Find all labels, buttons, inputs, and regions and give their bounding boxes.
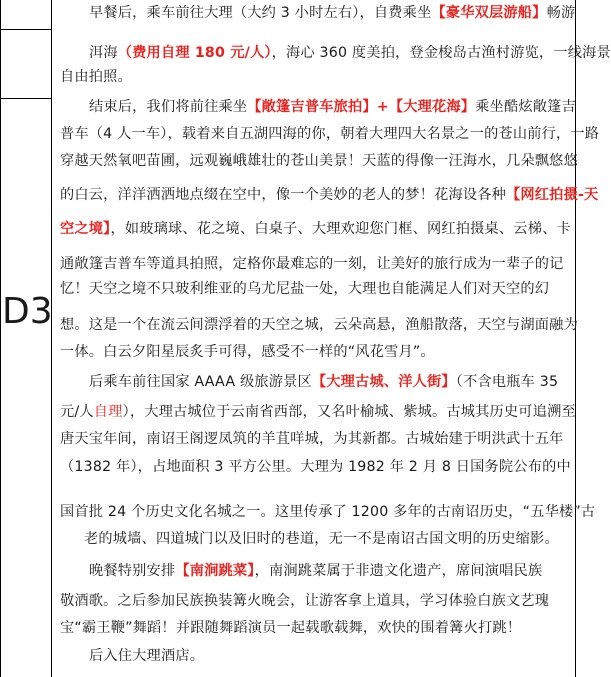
body-text: 唐天宝年间，南诏王阁逻凤筑的羊苴咩城，为其新都。古城始建于明洪武十五年 bbox=[60, 431, 564, 447]
body-text: 穿越天然氧吧苗圃，远观巍峨雄壮的苍山美景！天蓝的得像一汪海水，几朵飘悠悠 bbox=[60, 153, 578, 169]
text-line bbox=[60, 255, 564, 273]
body-text: 通敞篷吉普车等道具拍照，定格你最难忘的一刻，让美好的旅行成为一辈子的记 bbox=[60, 256, 564, 272]
body-text: 自由拍照。 bbox=[60, 69, 132, 85]
highlight-text: 【大理古城、洋人街】 bbox=[311, 374, 456, 390]
body-text: 的白云，洋洋洒洒地点缀在空中，像一个美妙的老人的梦！花海设各种 bbox=[60, 187, 507, 203]
body-text: 想。这是一个在流云间漂浮着的天空之城，云朵高悬，渔船散落，天空与湖面融为 bbox=[60, 317, 578, 333]
body-text: ），大理古城位于云南省西部，又名叶榆城、紫城。古城其历史可追溯至 bbox=[122, 404, 576, 420]
body-text: 乘坐酷炫敞篷吉 bbox=[475, 99, 576, 115]
text-line bbox=[60, 403, 576, 421]
highlight-text: 【南涧跳菜】 bbox=[175, 563, 255, 579]
text-line bbox=[89, 647, 204, 665]
day-label: D3 bbox=[2, 291, 53, 332]
text-line bbox=[60, 619, 521, 637]
row-divider bbox=[0, 98, 52, 99]
highlight-text: 【敞篷吉普车旅拍】+【大理花海】 bbox=[247, 99, 476, 115]
text-line bbox=[89, 562, 542, 580]
text-line bbox=[60, 343, 435, 361]
body-text: 后入住大理酒店。 bbox=[89, 648, 205, 664]
text-line bbox=[60, 430, 564, 448]
body-text: 结束后，我们将前往乘坐 bbox=[89, 99, 248, 115]
text-line bbox=[60, 152, 578, 170]
highlight-text: 【网红拍摄-天 bbox=[506, 187, 599, 203]
text-line bbox=[89, 44, 611, 62]
body-text: （不含电瓶车 35 bbox=[455, 374, 559, 390]
text-line bbox=[60, 592, 549, 610]
highlight-text: 自理 bbox=[93, 404, 123, 420]
highlight-text: 空之境】 bbox=[60, 221, 111, 237]
row-divider bbox=[0, 29, 52, 30]
left-border bbox=[0, 0, 1, 677]
body-text: 老的城墙、四道城门以及旧时的巷道，无一不是南诏古国文明的历史缩影。 bbox=[84, 531, 559, 547]
text-line bbox=[60, 316, 578, 334]
text-line bbox=[60, 125, 599, 143]
text-line bbox=[60, 503, 595, 521]
text-line bbox=[60, 186, 598, 204]
text-line bbox=[60, 68, 132, 86]
body-text: 忆！天空之境不只玻利维亚的乌尤尼盐一处，大理也自能满足人们对天空的幻 bbox=[60, 281, 550, 297]
body-text: 宝“霸王鞭”舞蹈！并跟随舞蹈演员一起载歌载舞，欢快的围着篝火打跳！ bbox=[60, 620, 522, 636]
body-text: 普车（4 人一车），载着来自五湖四海的你，朝着大理四大名景之一的苍山前行，一路 bbox=[60, 126, 600, 142]
body-text: 一体。白云夕阳星辰炙手可得，感受不一样的“风花雪月”。 bbox=[60, 344, 435, 360]
body-text: 国首批 24 个历史文化名城之一。这里传承了 1200 多年的古南诏历史，“五华楼”古 bbox=[60, 504, 596, 520]
body-text: ，如玻璃球、花之境、白桌子、大理欢迎您门框、网红拍摄桌、云梯、卡 bbox=[110, 221, 571, 237]
body-text: 洱海 bbox=[89, 45, 118, 61]
text-line bbox=[84, 530, 559, 548]
text-line bbox=[60, 280, 549, 298]
body-text: 早餐后，乘车前往大理（大约 3 小时左右），自费乘坐 bbox=[89, 5, 432, 21]
body-text: 后乘车前往国家 AAAA 级旅游景区 bbox=[89, 374, 312, 390]
body-text: 晚餐特别安排 bbox=[89, 563, 176, 579]
text-line bbox=[89, 4, 575, 22]
text-line bbox=[60, 220, 571, 238]
body-text: ，海心 360 度美拍，登金梭岛古渔村游览，一线海景 bbox=[271, 45, 611, 61]
text-line bbox=[60, 458, 571, 476]
body-text: 畅游 bbox=[546, 5, 576, 21]
body-text: 元/人 bbox=[60, 404, 94, 420]
body-text: （1382 年），占地面积 3 平方公里。大理为 1982 年 2 月 8 日国务院公布的中 bbox=[60, 459, 571, 475]
text-line bbox=[89, 373, 558, 391]
body-text: 敬酒歌。之后参加民族换装篝火晚会，让游客拿上道具，学习体验白族文艺瑰 bbox=[60, 593, 550, 609]
highlight-text: 【豪华双层游船】 bbox=[431, 5, 547, 21]
column-divider bbox=[51, 0, 52, 677]
highlight-text: （费用自理 180 元/人） bbox=[117, 45, 272, 61]
text-line bbox=[89, 98, 576, 116]
body-text: ，南涧跳菜属于非遗文化遗产，席间演唱民族 bbox=[254, 563, 543, 579]
